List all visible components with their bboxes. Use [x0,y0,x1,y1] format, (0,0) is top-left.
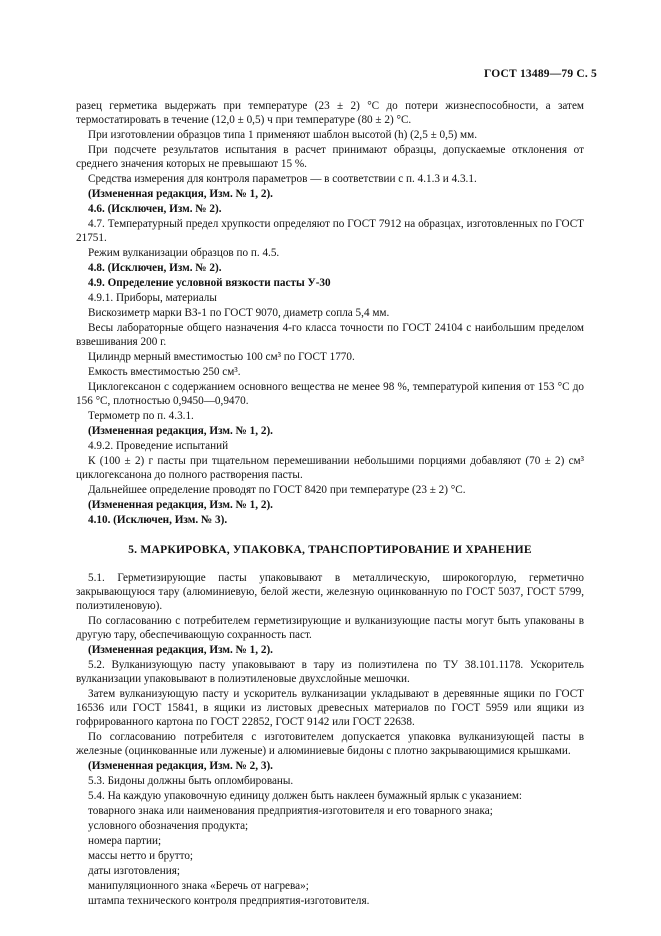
paragraph: 5.1. Герметизирующие пасты упаковывают в металлическую, широкогорлую, герметично закрывающуюся тару (алюминиевую, белой жести, железную оцинкованную по ГОСТ 5037, ГОСТ 5799, полиэтиленовую). [76,572,584,612]
paragraph: (Измененная редакция, Изм. № 2, 3). [88,760,273,772]
paragraph: Затем вулканизующую пасту и ускоритель вулканизации укладывают в деревянные ящики по ГОСТ 16536 или ГОСТ 15841, в ящики из листовых древесных материалов по ГОСТ 5959 или ящики из гофрированного картона по ГОСТ 22852, ГОСТ 9142 или ГОСТ 22638. [76,688,584,728]
paragraph: Дальнейшее определение проводят по ГОСТ 8420 при температуре (23 ± 2) °С. [88,484,466,496]
paragraph: Циклогексанон с содержанием основного вещества не менее 98 %, температурой кипения от 153 °С до 156 °С, плотностью 0,9450—0,9470. [76,381,584,407]
paragraph: 4.7. Температурный предел хрупкости определяют по ГОСТ 7912 на образцах, изготовленных по ГОСТ 21751. [76,218,584,244]
paragraph: При подсчете результатов испытания в расчет принимают образцы, допускаемые отклонения от среднего значения которых не превышают 15 %. [76,144,584,170]
paragraph: массы нетто и брутто; [88,850,194,862]
paragraph: (Измененная редакция, Изм. № 1, 2). [88,188,273,200]
paragraph: По согласованию с потребителем герметизирующие и вулканизующие пасты могут быть упакованы в другую тару, обеспечивающую сохранность паст. [76,615,584,641]
paragraph: По согласованию потребителя с изготовителем допускается упаковка вулканизующей пасты в железные (оцинкованные или луженые) и алюминиевые бидоны с плотно закрывающимися крышками. [76,731,584,757]
paragraph: 4.9.1. Приборы, материалы [88,292,217,304]
paragraph: (Измененная редакция, Изм. № 1, 2). [88,425,273,437]
paragraph: К (100 ± 2) г пасты при тщательном перемешивании небольшими порциями добавляют (70 ± 2) см³ циклогексанона до полного растворения пасты. [76,455,584,481]
paragraph: (Измененная редакция, Изм. № 1, 2). [88,644,273,656]
document-body [76,99,584,909]
section-5 [76,571,584,908]
paragraph: даты изготовления; [88,865,180,877]
paragraph: разец герметика выдержать при температуре (23 ± 2) °С до потери жизнеспособности, а затем термостатировать в течение (12,0 ± 0,5) ч при температуре (80 ± 2) °С. [76,100,584,126]
paragraph: Режим вулканизации образцов по п. 4.5. [88,247,280,259]
paragraph: 5.4. На каждую упаковочную единицу должен быть наклеен бумажный ярлык с указанием: [88,790,523,802]
section-title: 5. МАРКИРОВКА, УПАКОВКА, ТРАНСПОРТИРОВАНИЕ И ХРАНЕНИЕ [128,543,532,556]
page-header: ГОСТ 13489—79 С. 5 [484,68,597,80]
paragraph: номера партии; [88,835,162,847]
paragraph: 5.3. Бидоны должны быть опломбированы. [88,775,294,787]
paragraph: 4.9.2. Проведение испытаний [88,440,229,452]
paragraph: Термометр по п. 4.3.1. [88,410,194,422]
paragraph: При изготовлении образцов типа 1 применяют шаблон высотой (h) (2,5 ± 0,5) мм. [88,129,478,141]
paragraph: условного обозначения продукта; [88,820,249,832]
paragraph: Цилиндр мерный вместимостью 100 см³ по ГОСТ 1770. [88,351,355,363]
paragraph: 5.2. Вулканизующую пасту упаковывают в тару из полиэтилена по ТУ 38.101.1178. Ускоритель вулканизации упаковывают в полиэтиленовые двухслойные мешочки. [76,659,584,685]
paragraph: манипуляционного знака «Беречь от нагрева»; [88,880,309,892]
section-4-continued [76,99,584,527]
paragraph: Вискозиметр марки ВЗ-1 по ГОСТ 9070, диаметр сопла 5,4 мм. [88,307,390,319]
paragraph: 4.10. (Исключен, Изм. № 3). [88,514,228,526]
paragraph: Весы лабораторные общего назначения 4-го класса точности по ГОСТ 24104 с наибольшим пределом взвешивания 200 г. [76,322,584,348]
paragraph: (Измененная редакция, Изм. № 1, 2). [88,499,273,511]
paragraph: Емкость вместимостью 250 см³. [88,366,241,378]
paragraph: штампа технического контроля предприятия-изготовителя. [88,895,370,907]
paragraph: товарного знака или наименования предприятия-изготовителя и его товарного знака; [88,805,493,817]
paragraph: 4.6. (Исключен, Изм. № 2). [88,203,222,215]
paragraph: 4.8. (Исключен, Изм. № 2). [88,262,222,274]
paragraph: Средства измерения для контроля параметров — в соответствии с п. 4.1.3 и 4.3.1. [88,173,477,185]
paragraph: 4.9. Определение условной вязкости пасты У-30 [88,277,331,289]
